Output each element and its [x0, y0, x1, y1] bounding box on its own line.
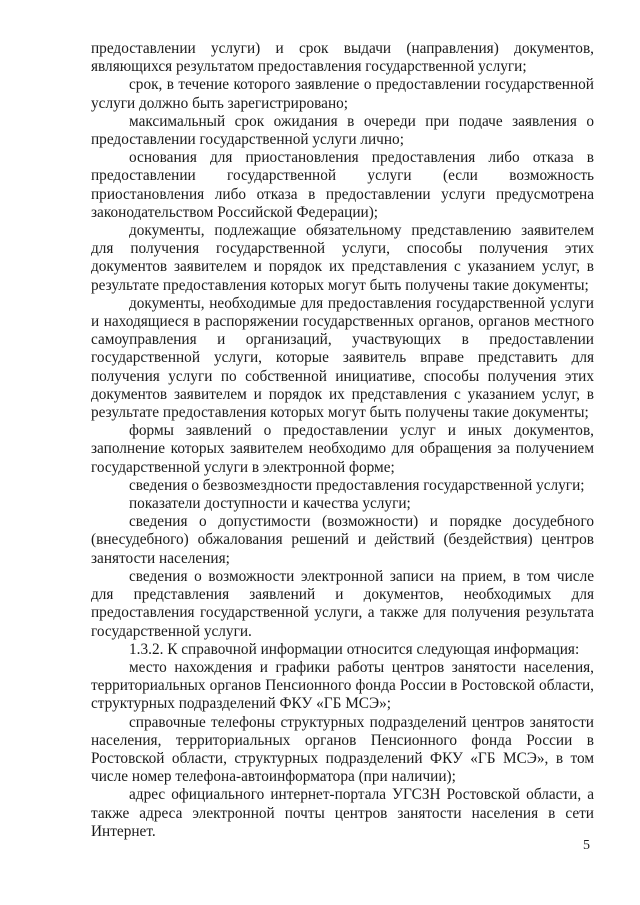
paragraph-web-addresses: адрес официального интернет-портала УГСЗН Ростовской области, а также адреса электронной почты центров занятости населения в сети Интернет.	[91, 786, 594, 840]
paragraph-appeal-procedure: сведения о допустимости (возможности) и порядке досудебного (внесудебного) обжалования решений и действий (бездействия) центров занятости населения;	[91, 513, 594, 567]
page-number: 5	[583, 838, 590, 853]
paragraph-registration-deadline: срок, в течение которого заявление о предоставлении государственной услуги должно быть зарегистрировано;	[91, 76, 594, 112]
document-body	[91, 40, 594, 841]
paragraph-suspension-grounds: основания для приостановления предоставления либо отказа в предоставлении государственной услуги (если возможность приостановления либо отказа в предоставлении услуги предусмотрена законодательством Российской Федерации);	[91, 149, 594, 221]
paragraph-continuation: предоставлении услуги) и срок выдачи (направления) документов, являющихся результатом предоставления государственной услуги;	[91, 40, 594, 76]
paragraph-locations-schedules: место нахождения и графики работы центров занятости населения, территориальных органов Пенсионного фонда России в Ростовской области, структурных подразделений ФКУ «ГБ МСЭ»;	[91, 658, 594, 713]
paragraph-mandatory-documents: документы, подлежащие обязательному представлению заявителем для получения государственной услуги, способы получения этих документов заявителем и порядок их представления с указанием услуг, в результате предоставления которых могут быть получены такие документы;	[91, 222, 594, 294]
paragraph-free-of-charge: сведения о безвозмездности предоставления государственной услуги;	[129, 476, 585, 494]
paragraph-quality-indicators: показатели доступности и качества услуги;	[129, 495, 411, 513]
paragraph-phone-numbers: справочные телефоны структурных подразделений центров занятости населения, территориальных органов Пенсионного фонда России в Ростовской области, структурных подразделений ФКУ «ГБ МСЭ», в том числе номер телефона-автоинформатора (при наличии);	[91, 713, 594, 786]
paragraph-agency-documents: документы, необходимые для предоставления государственной услуги и находящиеся в распоряжении государственных органов, органов местного самоуправления и организаций, участвующих в предоставлении государственной услуги, которые заявитель вправе представить для получения услуги по собственной инициативе, способы получения этих документов заявителем и порядок их представления с указанием услуг, в результате предоставления которых могут быть получены такие документы;	[91, 294, 594, 422]
paragraph-section-1-3-2: 1.3.2. К справочной информации относится следующая информация:	[129, 640, 580, 658]
paragraph-electronic-booking: сведения о возможности электронной записи на прием, в том числе для представления заявлений и документов, необходимых для предоставления государственной услуги, а также для получения результата государственной услуги.	[91, 567, 594, 640]
paragraph-application-forms: формы заявлений о предоставлении услуг и иных документов, заполнение которых заявителем необходимо для обращения за получением государственной услуги в электронной форме;	[91, 422, 594, 476]
paragraph-queue-time: максимальный срок ожидания в очереди при подаче заявления о предоставлении государственной услуги лично;	[91, 112, 594, 149]
